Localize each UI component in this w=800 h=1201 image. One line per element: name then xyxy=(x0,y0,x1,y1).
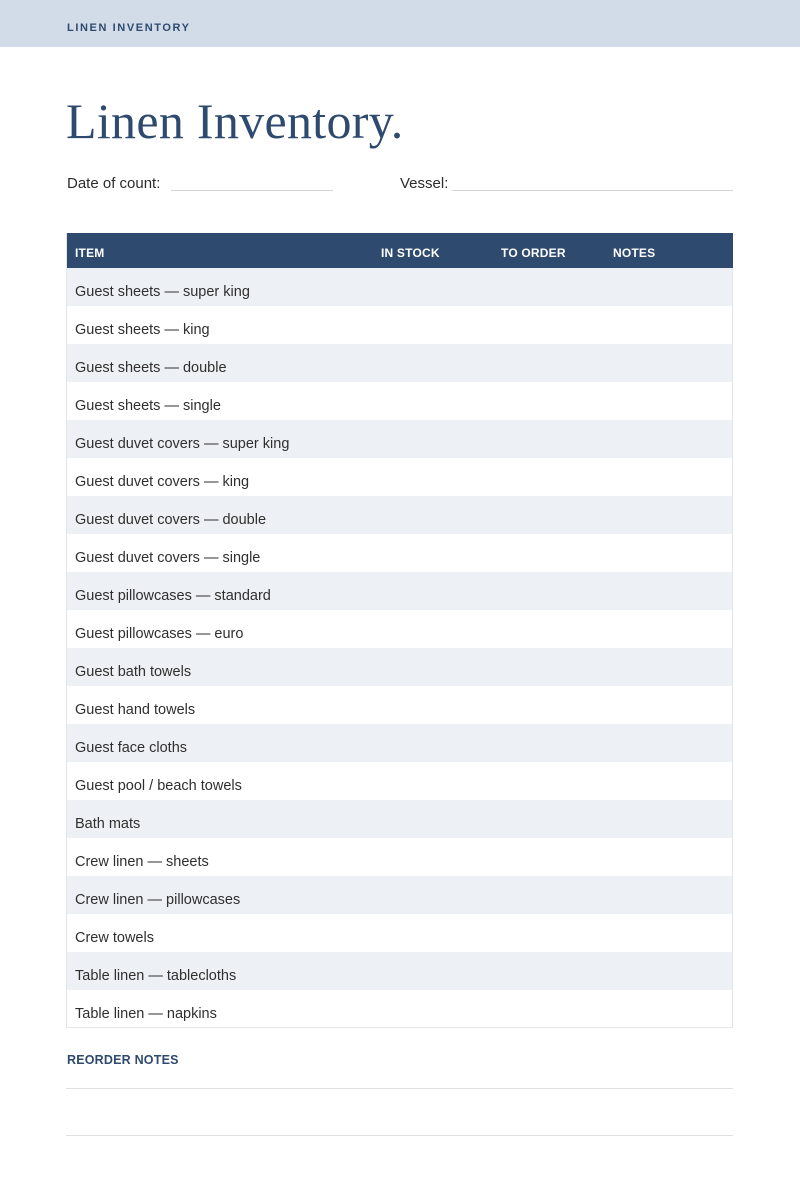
item-label: Table linen — tablecloths xyxy=(75,968,237,984)
table-row[interactable] xyxy=(67,382,732,420)
item-label: Guest duvet covers — double xyxy=(75,512,267,528)
table-row[interactable] xyxy=(67,876,732,914)
item-label: Crew towels xyxy=(75,930,154,946)
page-title: Linen Inventory. xyxy=(66,93,404,149)
vessel-field-line[interactable] xyxy=(452,190,733,191)
table-row[interactable] xyxy=(67,990,732,1028)
reorder-notes-heading: REORDER NOTES xyxy=(67,1053,179,1067)
table-row[interactable] xyxy=(67,914,732,952)
table-row[interactable] xyxy=(67,458,732,496)
table-row[interactable] xyxy=(67,344,732,382)
table-row[interactable] xyxy=(67,800,732,838)
table-row[interactable] xyxy=(67,610,732,648)
table-row[interactable] xyxy=(67,572,732,610)
item-label: Guest pool / beach towels xyxy=(75,778,242,794)
column-header-notes: NOTES xyxy=(613,246,656,260)
table-header xyxy=(67,233,733,268)
column-header-item: ITEM xyxy=(75,246,105,260)
item-label: Bath mats xyxy=(75,816,141,832)
item-label: Guest pillowcases — euro xyxy=(75,626,244,642)
table-row[interactable] xyxy=(67,952,732,990)
vessel-label: Vessel: xyxy=(400,175,449,192)
item-label: Guest bath towels xyxy=(75,664,192,680)
banner-label: LINEN INVENTORY xyxy=(67,22,191,34)
table-row[interactable] xyxy=(67,724,732,762)
item-label: Guest hand towels xyxy=(75,702,196,718)
item-label: Guest pillowcases — standard xyxy=(75,588,271,604)
item-label: Guest sheets — king xyxy=(75,322,210,338)
item-label: Crew linen — sheets xyxy=(75,854,209,870)
column-header-in-stock: IN STOCK xyxy=(381,246,440,260)
table-row[interactable] xyxy=(67,420,732,458)
table-row[interactable] xyxy=(67,762,732,800)
table-row[interactable] xyxy=(67,534,732,572)
item-label: Guest duvet covers — super king xyxy=(75,436,290,452)
table-row[interactable] xyxy=(67,496,732,534)
reorder-note-line[interactable] xyxy=(66,1135,733,1136)
item-label: Guest duvet covers — king xyxy=(75,474,250,490)
column-header-to-order: TO ORDER xyxy=(501,246,566,260)
item-label: Guest face cloths xyxy=(75,740,188,756)
date-label: Date of count: xyxy=(67,175,161,192)
item-label: Guest sheets — super king xyxy=(75,284,250,300)
table-row[interactable] xyxy=(67,838,732,876)
table-row[interactable] xyxy=(67,686,732,724)
top-banner xyxy=(0,0,800,47)
item-label: Guest duvet covers — single xyxy=(75,550,261,566)
item-label: Guest sheets — single xyxy=(75,398,221,414)
table-row[interactable] xyxy=(67,306,732,344)
item-label: Crew linen — pillowcases xyxy=(75,892,241,908)
reorder-note-line[interactable] xyxy=(66,1088,733,1089)
date-field-line[interactable] xyxy=(171,190,333,191)
table-row[interactable] xyxy=(67,268,732,306)
item-label: Guest sheets — double xyxy=(75,360,227,376)
item-label: Table linen — napkins xyxy=(75,1006,217,1022)
inventory-table xyxy=(66,233,733,1028)
table-row[interactable] xyxy=(67,648,732,686)
